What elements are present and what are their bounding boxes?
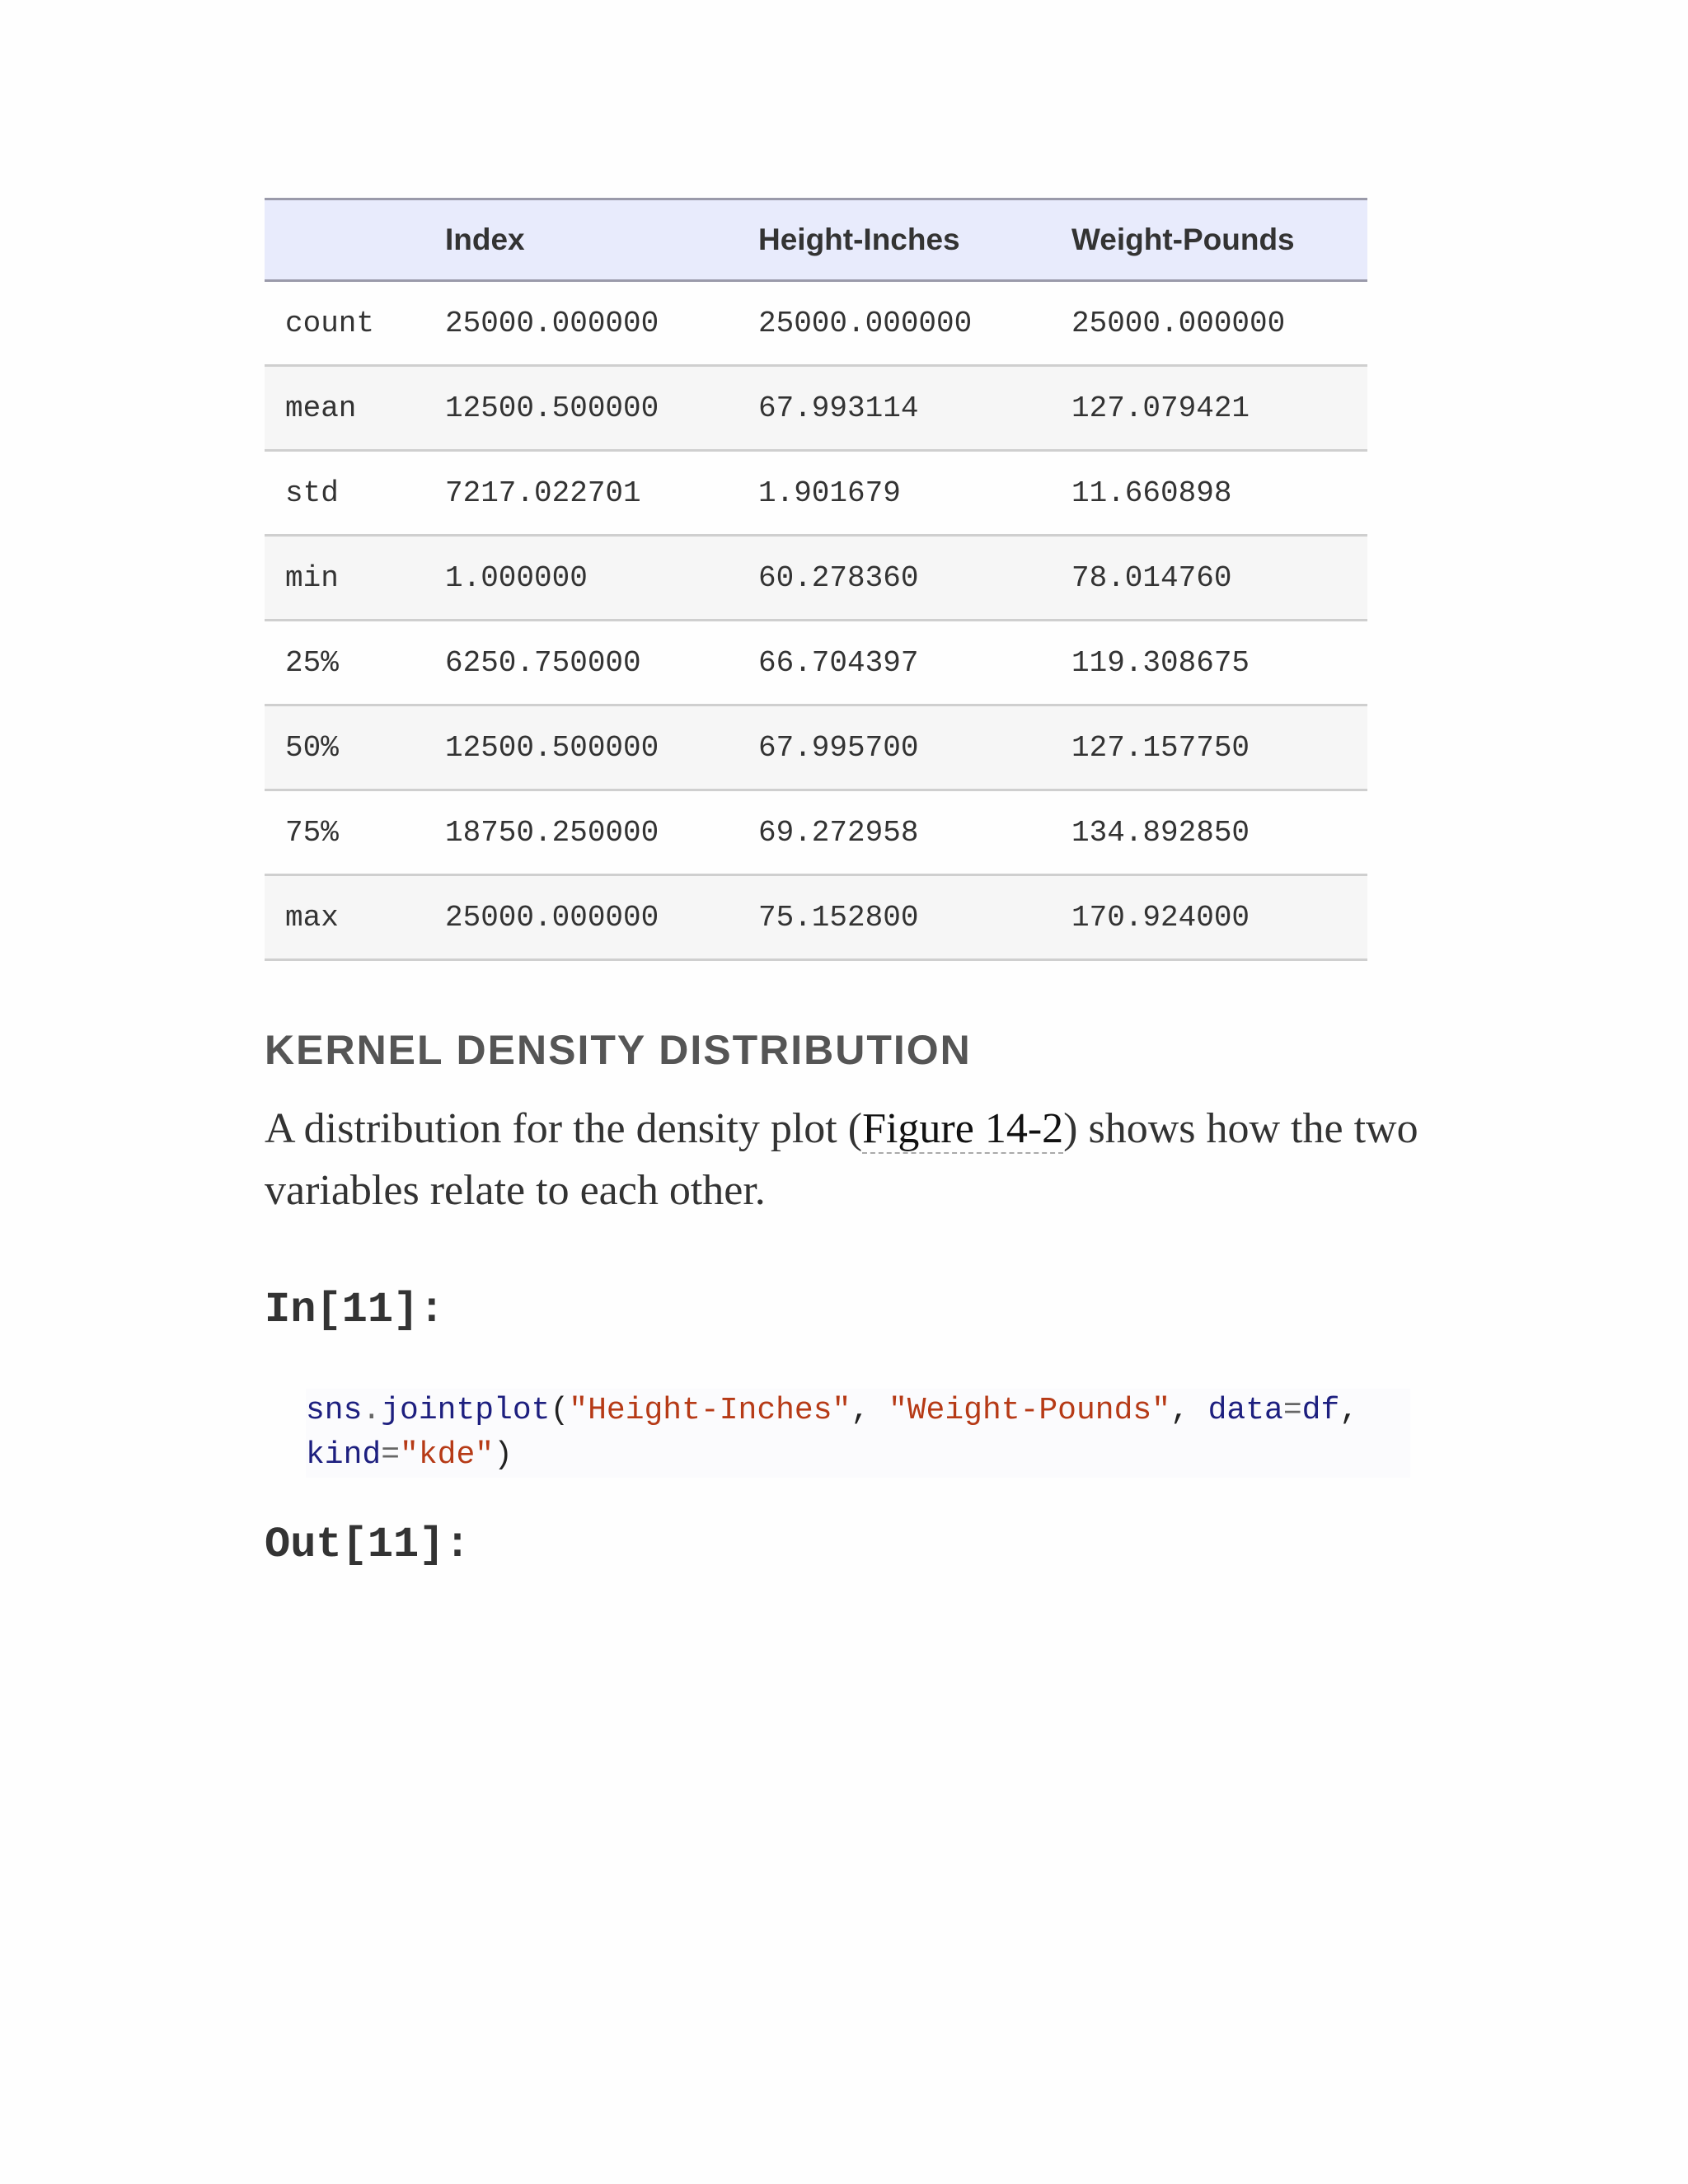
input-prompt: In[11]: bbox=[265, 1286, 445, 1334]
row-label: std bbox=[265, 451, 424, 536]
code-keyword-arg: data bbox=[1207, 1393, 1283, 1428]
cell-weight: 170.924000 bbox=[1051, 875, 1367, 960]
row-label: count bbox=[265, 281, 424, 366]
table-header-blank bbox=[265, 199, 424, 281]
table-row bbox=[265, 536, 1367, 621]
row-label: 50% bbox=[265, 705, 424, 790]
cell-weight: 78.014760 bbox=[1051, 536, 1367, 621]
cell-height: 60.278360 bbox=[738, 536, 1051, 621]
table-row bbox=[265, 366, 1367, 451]
code-close-paren: ) bbox=[494, 1437, 513, 1473]
code-comma: , bbox=[851, 1393, 889, 1428]
table-row bbox=[265, 875, 1367, 960]
section-heading: KERNEL DENSITY DISTRIBUTION bbox=[265, 1027, 972, 1073]
table-header-row bbox=[265, 199, 1367, 281]
cell-index: 12500.500000 bbox=[424, 705, 738, 790]
paragraph-text-end: ) shows how the two variables relate to each other. bbox=[265, 1105, 1418, 1214]
cell-weight: 25000.000000 bbox=[1051, 281, 1367, 366]
row-label: 75% bbox=[265, 790, 424, 875]
code-comma: , bbox=[1339, 1393, 1359, 1428]
cell-weight: 127.157750 bbox=[1051, 705, 1367, 790]
cell-index: 6250.750000 bbox=[424, 621, 738, 705]
cell-index: 25000.000000 bbox=[424, 281, 738, 366]
cell-index: 12500.500000 bbox=[424, 366, 738, 451]
cell-height: 67.993114 bbox=[738, 366, 1051, 451]
table-row bbox=[265, 705, 1367, 790]
body-paragraph bbox=[265, 1098, 1435, 1221]
cell-index: 18750.250000 bbox=[424, 790, 738, 875]
table-row bbox=[265, 281, 1367, 366]
code-comma: , bbox=[1170, 1393, 1208, 1428]
table-header-weight: Weight-Pounds bbox=[1071, 223, 1295, 256]
table-header-height: Height-Inches bbox=[758, 223, 960, 256]
table-header-index: Index bbox=[445, 223, 525, 256]
code-string-arg: "Weight-Pounds" bbox=[888, 1393, 1171, 1428]
code-string-arg: "kde" bbox=[400, 1437, 495, 1473]
code-block bbox=[306, 1389, 1410, 1478]
cell-height: 69.272958 bbox=[738, 790, 1051, 875]
cell-height: 67.995700 bbox=[738, 705, 1051, 790]
code-dot: . bbox=[362, 1393, 382, 1428]
cell-height: 1.901679 bbox=[738, 451, 1051, 536]
cell-weight: 119.308675 bbox=[1051, 621, 1367, 705]
cell-index: 25000.000000 bbox=[424, 875, 738, 960]
code-string-arg: "Height-Inches" bbox=[569, 1393, 851, 1428]
code-equals: = bbox=[1282, 1393, 1302, 1428]
cell-height: 66.704397 bbox=[738, 621, 1051, 705]
code-value: df bbox=[1301, 1393, 1340, 1428]
table-row bbox=[265, 790, 1367, 875]
code-open-paren: ( bbox=[550, 1393, 570, 1428]
cell-weight: 134.892850 bbox=[1051, 790, 1367, 875]
code-equals: = bbox=[381, 1437, 401, 1473]
code-keyword-arg: kind bbox=[306, 1437, 382, 1473]
table-row bbox=[265, 451, 1367, 536]
cell-height: 25000.000000 bbox=[738, 281, 1051, 366]
code-object: sns bbox=[306, 1393, 363, 1428]
cell-index: 1.000000 bbox=[424, 536, 738, 621]
cell-height: 75.152800 bbox=[738, 875, 1051, 960]
output-prompt: Out[11]: bbox=[265, 1521, 471, 1569]
code-function: jointplot bbox=[381, 1393, 551, 1428]
cell-index: 7217.022701 bbox=[424, 451, 738, 536]
row-label: max bbox=[265, 875, 424, 960]
figure-link[interactable]: Figure 14-2 bbox=[862, 1105, 1064, 1152]
table-row bbox=[265, 621, 1367, 705]
page-content bbox=[265, 198, 1435, 1569]
describe-table bbox=[265, 198, 1367, 961]
cell-weight: 11.660898 bbox=[1051, 451, 1367, 536]
row-label: mean bbox=[265, 366, 424, 451]
paragraph-text-start: A distribution for the density plot ( bbox=[265, 1105, 863, 1152]
row-label: min bbox=[265, 536, 424, 621]
cell-weight: 127.079421 bbox=[1051, 366, 1367, 451]
row-label: 25% bbox=[265, 621, 424, 705]
